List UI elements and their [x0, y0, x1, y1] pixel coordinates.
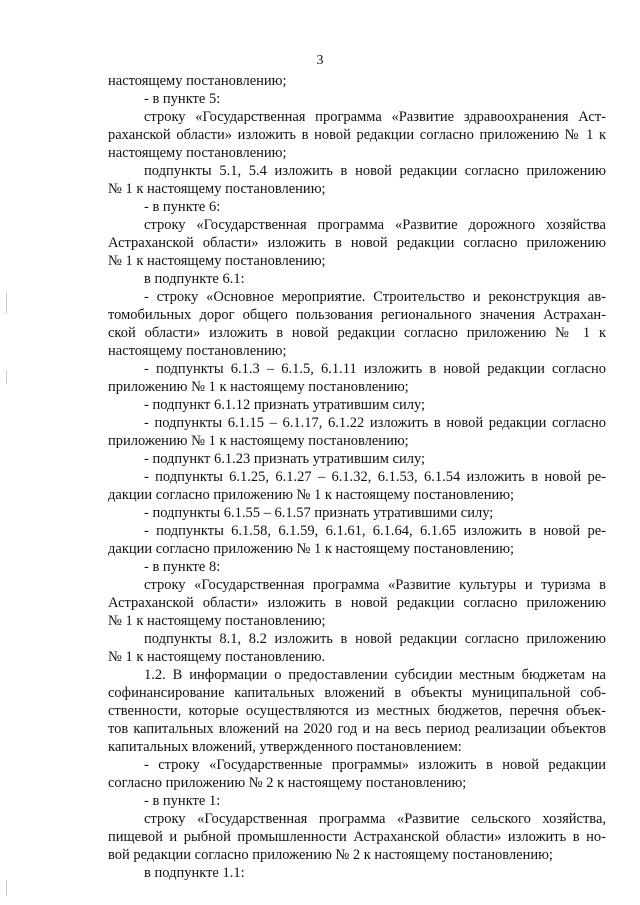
text-line: строку «Государственная программа «Развитие дорожного хозяйства: [144, 217, 606, 233]
text-line: ской области» изложить в новой редакции согласно приложению № 1 к: [108, 325, 606, 341]
text-line: - строку «Государственные программы» изложить в новой редакции: [144, 757, 606, 773]
text-line: - в пункте 6:: [144, 199, 221, 215]
text-line: № 1 к настоящему постановлению;: [108, 181, 326, 197]
text-line: - подпункт 6.1.12 признать утратившим силу;: [144, 397, 426, 413]
text-line: - подпункт 6.1.23 признать утратившим силу;: [144, 451, 426, 467]
text-line: - подпункты 6.1.3 – 6.1.5, 6.1.11 изложить в новой редакции согласно: [144, 361, 606, 377]
text-line: настоящему постановлению;: [108, 145, 287, 161]
scan-margin-mark: [6, 370, 7, 384]
text-line: - строку «Основное мероприятие. Строительство и реконструкция ав-: [144, 289, 606, 305]
text-line: настоящему постановлению;: [108, 343, 287, 359]
text-line: - в пункте 5:: [144, 91, 221, 107]
text-line: Астраханской области» изложить в новой редакции согласно приложению: [108, 595, 606, 611]
text-line: настоящему постановлению;: [108, 73, 287, 89]
text-line: софинансирование капитальных вложений в объекты муниципальной соб-: [108, 685, 606, 701]
text-line: приложению № 1 к настоящему постановлению;: [108, 433, 409, 449]
text-line: в подпункте 6.1:: [144, 271, 245, 287]
text-line: томобильных дорог общего пользования регионального значения Астрахан-: [108, 307, 606, 323]
scan-margin-mark: [6, 880, 7, 896]
text-line: строку «Государственная программа «Развитие сельского хозяйства,: [144, 811, 606, 827]
text-line: подпункты 8.1, 8.2 изложить в новой редакции согласно приложению: [144, 631, 606, 647]
text-line: пищевой и рыбной промышленности Астраханской области» изложить в но-: [108, 829, 606, 845]
text-line: - в пункте 8:: [144, 559, 221, 575]
text-line: в подпункте 1.1:: [144, 865, 245, 881]
text-line: № 1 к настоящему постановлению;: [108, 253, 326, 269]
text-line: Астраханской области» изложить в новой редакции согласно приложению: [108, 235, 606, 251]
page-number: 3: [316, 53, 324, 68]
text-line: согласно приложению № 2 к настоящему постановлению;: [108, 775, 467, 791]
text-line: - подпункты 6.1.15 – 6.1.17, 6.1.22 изложить в новой редакции согласно: [144, 415, 606, 431]
text-line: - подпункты 6.1.25, 6.1.27 – 6.1.32, 6.1.53, 6.1.54 изложить в новой ре-: [144, 469, 606, 485]
text-line: тов капитальных вложений на 2020 год и на весь период реализации объектов: [108, 721, 606, 737]
text-line: вой редакции согласно приложению № 2 к настоящему постановлению;: [108, 847, 553, 863]
text-line: раханской области» изложить в новой редакции согласно приложению № 1 к: [108, 127, 606, 143]
text-line: 1.2. В информации о предоставлении субсидии местным бюджетам на: [144, 667, 606, 683]
text-line: - подпункты 6.1.55 – 6.1.57 признать утратившими силу;: [144, 505, 494, 521]
text-line: - подпункты 6.1.58, 6.1.59, 6.1.61, 6.1.64, 6.1.65 изложить в новой ре-: [144, 523, 606, 539]
text-line: строку «Государственная программа «Развитие здравоохранения Аст-: [144, 109, 606, 125]
scan-margin-mark: [6, 292, 7, 314]
text-line: - в пункте 1:: [144, 793, 221, 809]
text-line: приложению № 1 к настоящему постановлению;: [108, 379, 409, 395]
text-line: дакции согласно приложению № 1 к настоящему постановлению;: [108, 487, 515, 503]
text-line: ственности, которые осуществляются из местных бюджетов, перечня объек-: [108, 703, 606, 719]
text-line: строку «Государственная программа «Развитие культуры и туризма в: [144, 577, 606, 593]
text-line: № 1 к настоящему постановлению.: [108, 649, 326, 665]
text-line: подпункты 5.1, 5.4 изложить в новой редакции согласно приложению: [144, 163, 606, 179]
text-line: № 1 к настоящему постановлению;: [108, 613, 326, 629]
document-body: [108, 72, 606, 882]
text-line: дакции согласно приложению № 1 к настоящему постановлению;: [108, 541, 515, 557]
text-line: капитальных вложений, утвержденного постановлением:: [108, 739, 462, 755]
